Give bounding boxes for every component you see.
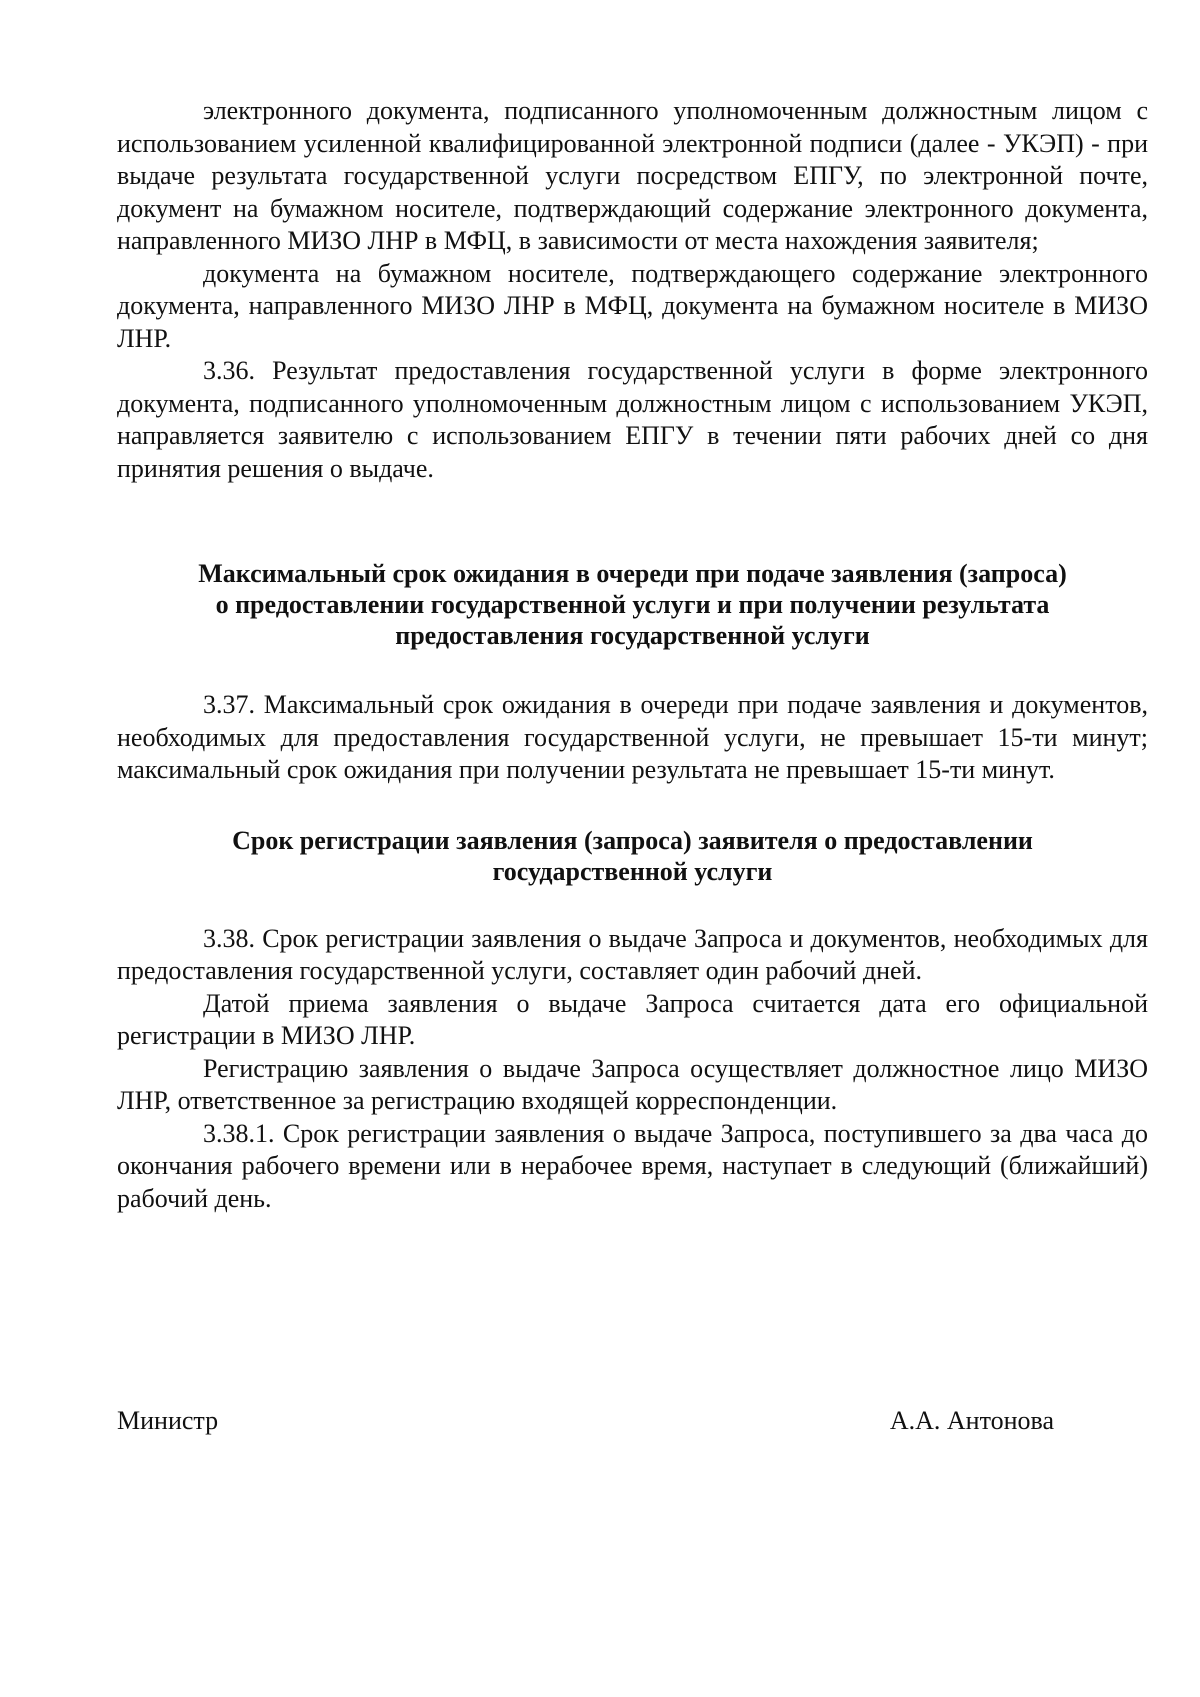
heading-line: предоставления государственной услуги: [395, 621, 870, 650]
spacer: [117, 485, 1148, 558]
intro-paragraph-2: документа на бумажном носителе, подтверждающего содержание электронного документа, направленного МИЗО ЛНР в МФЦ, документа на бумажном носителе в МИЗО ЛНР.: [117, 258, 1148, 353]
intro-paragraph-1: электронного документа, подписанного уполномоченным должностным лицом с использованием усиленной квалифицированной электронной подписи (далее - УКЭП) - при выдаче результата государственной услуги посредством ЕПГУ, по электронной почте, документ на бумажном носителе, подтверждающий содержание электронного документа, направленного МИЗО ЛНР в МФЦ, в зависимости от места нахождения заявителя;: [117, 96, 1148, 255]
section-heading-queue-wait: [117, 558, 1148, 651]
spacer: [117, 787, 1148, 825]
signatory-name: А.А. Антонова: [889, 1406, 1054, 1435]
heading-line: о предоставлении государственной услуги и при получении результата: [215, 590, 1050, 619]
paragraph-3-38: 3.38. Срок регистрации заявления о выдаче Запроса и документов, необходимых для предоставления государственной услуги, составляет один рабочий дней.: [117, 923, 1148, 985]
heading-line: Максимальный срок ожидания в очереди при подаче заявления (запроса): [198, 559, 1067, 588]
spacer: [117, 651, 1148, 689]
paragraph-3-36: 3.36. Результат предоставления государственной услуги в форме электронного документа, подписанного уполномоченным должностным лицом с использованием УКЭП, направляется заявителю с использованием ЕПГУ в течении пяти рабочих дней со дня принятия решения о выдаче.: [117, 356, 1148, 483]
section-heading-registration-term: [117, 825, 1148, 887]
paragraph-3-38-1: 3.38.1. Срок регистрации заявления о выдаче Запроса, поступившего за два часа до окончания рабочего времени или в нерабочее время, наступает в следующий (ближайший) рабочий день.: [117, 1118, 1148, 1213]
heading-line: Срок регистрации заявления (запроса) заявителя о предоставлении: [232, 825, 1033, 855]
document-body: [117, 95, 1148, 1215]
paragraph-registration-official: Регистрацию заявления о выдаче Запроса осуществляет должностное лицо МИЗО ЛНР, ответственное за регистрацию входящей корреспонденции.: [117, 1053, 1148, 1115]
spacer: [117, 887, 1148, 923]
paragraph-reception-date: Датой приема заявления о выдаче Запроса считается дата его официальной регистрации в МИЗО ЛНР.: [117, 988, 1148, 1050]
signature-block: [117, 1405, 1054, 1437]
signatory-position: Министр: [117, 1406, 219, 1435]
paragraph-3-37: 3.37. Максимальный срок ожидания в очереди при подаче заявления и документов, необходимых для предоставления государственной услуги, не превышает 15-ти минут; максимальный срок ожидания при получении результата не превышает 15-ти минут.: [117, 690, 1148, 784]
heading-line: государственной услуги: [492, 856, 773, 886]
